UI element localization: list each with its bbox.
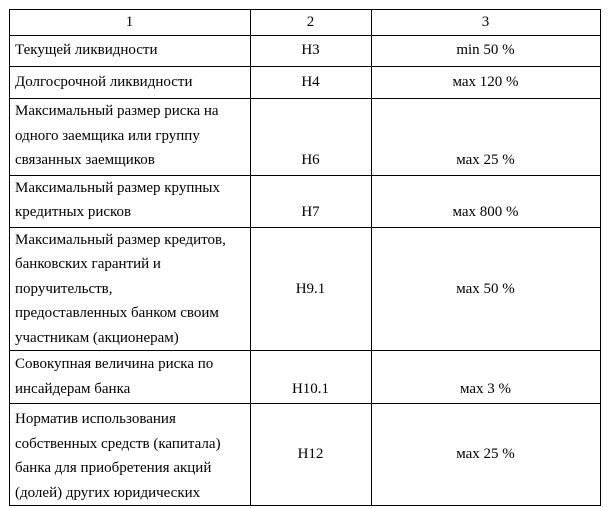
standard-code-cell: Н6 bbox=[251, 98, 372, 175]
standard-code-cell: Н7 bbox=[251, 175, 372, 227]
standard-code-cell: Н9.1 bbox=[251, 227, 372, 351]
standard-code-cell: Н10.1 bbox=[251, 351, 372, 404]
standard-limit-cell: мах 800 % bbox=[372, 175, 601, 227]
standard-limit-cell: min 50 % bbox=[372, 35, 601, 66]
table-row bbox=[10, 351, 601, 404]
column-header-1: 1 bbox=[10, 10, 251, 36]
standard-limit-cell: мах 120 % bbox=[372, 66, 601, 98]
table-row bbox=[10, 404, 601, 506]
table-row bbox=[10, 66, 601, 98]
standard-code-cell: Н4 bbox=[251, 66, 372, 98]
standard-name-cell: Максимальный размер крупных кредитных рисков bbox=[10, 175, 251, 227]
table-row bbox=[10, 227, 601, 351]
standard-name-cell: Максимальный размер риска на одного заемщика или группу связанных заемщиков bbox=[10, 98, 251, 175]
standard-name-cell: Текущей ликвидности bbox=[10, 35, 251, 66]
column-header-3: 3 bbox=[372, 10, 601, 36]
standard-name-cell: Норматив использования собственных средств (капитала) банка для приобретения акций (долей) других юридических bbox=[10, 404, 251, 506]
table-header-row bbox=[10, 10, 601, 36]
standard-name-cell: Долгосрочной ликвидности bbox=[10, 66, 251, 98]
standard-limit-cell: мах 3 % bbox=[372, 351, 601, 404]
standard-code-cell: Н3 bbox=[251, 35, 372, 66]
standard-name-cell: Совокупная величина риска по инсайдерам банка bbox=[10, 351, 251, 404]
table-row bbox=[10, 35, 601, 66]
standards-table-container bbox=[9, 9, 601, 506]
bank-standards-table bbox=[9, 9, 601, 506]
standard-code-cell: Н12 bbox=[251, 404, 372, 506]
standard-limit-cell: мах 50 % bbox=[372, 227, 601, 351]
column-header-2: 2 bbox=[251, 10, 372, 36]
standard-limit-cell: мах 25 % bbox=[372, 98, 601, 175]
table-row bbox=[10, 175, 601, 227]
table-row bbox=[10, 98, 601, 175]
standard-name-cell: Максимальный размер кредитов, банковских гарантий и поручительств, предоставленных банком своим участникам (акционерам) bbox=[10, 227, 251, 351]
standard-limit-cell: мах 25 % bbox=[372, 404, 601, 506]
